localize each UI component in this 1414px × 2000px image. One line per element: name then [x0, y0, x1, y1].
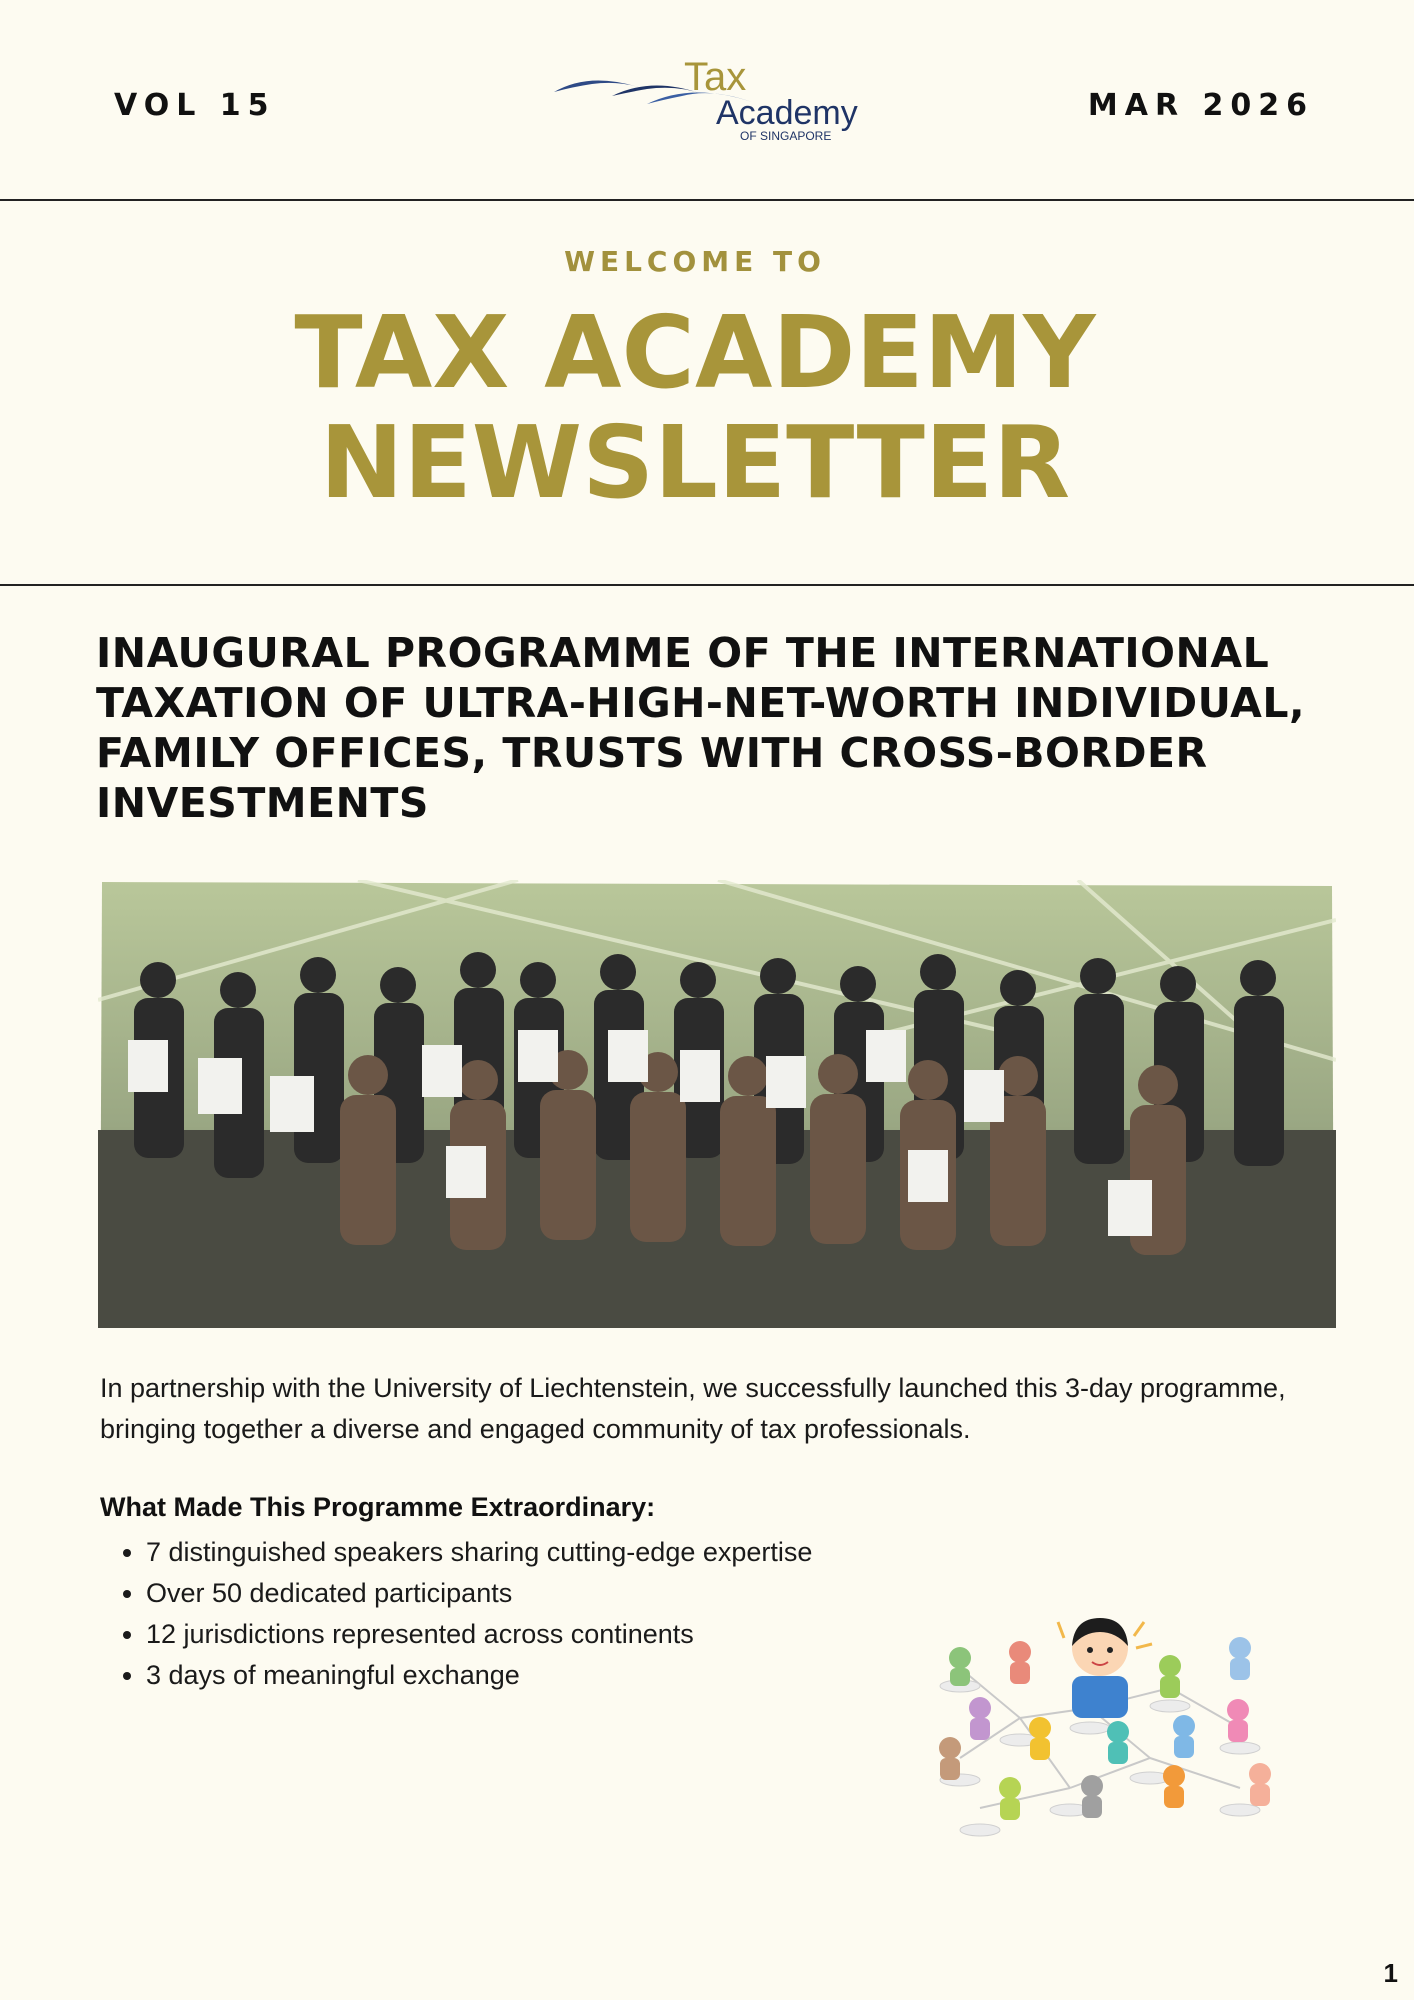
page-number: 1 — [1383, 1958, 1398, 1988]
article-headline: INAUGURAL PROGRAMME OF THE INTERNATIONAL TAXATION OF ULTRA-HIGH-NET-WORTH INDIVIDUAL, FAMILY OFFICES, TRUSTS WITH CROSS-BORDER INVESTMENTS — [96, 629, 1306, 827]
logo-text-singapore: OF SINGAPORE — [740, 129, 832, 143]
newsletter-title — [0, 294, 1390, 521]
masthead-divider — [0, 584, 1414, 586]
list-item: • 12 jurisdictions represented across continents — [146, 1614, 812, 1655]
issue-date: MAR 2026 — [1087, 88, 1314, 123]
welcome-label: WELCOME TO — [564, 245, 826, 278]
title-line-1: TAX ACADEMY — [294, 294, 1096, 411]
list-item: • 7 distinguished speakers sharing cutting-edge expertise — [146, 1532, 812, 1573]
network-people-illustration — [920, 1608, 1290, 1848]
logo-text-tax: Tax — [684, 55, 747, 99]
title-line-2: NEWSLETTER — [319, 404, 1071, 521]
list-item: • Over 50 dedicated participants — [146, 1573, 812, 1614]
volume-label: VOL 15 — [114, 88, 276, 123]
group-photo — [98, 880, 1336, 1328]
article-intro: In partnership with the University of Liechtenstein, we successfully launched this 3-day programme, bringing together a diverse and engaged community of tax professionals. — [100, 1373, 1286, 1444]
central-person — [1058, 1618, 1152, 1718]
highlights-heading: What Made This Programme Extraordinary: — [100, 1492, 656, 1522]
tax-academy-logo — [552, 52, 872, 146]
logo-text-academy: Academy — [716, 94, 858, 132]
highlights-list — [100, 1532, 812, 1696]
header-divider — [0, 199, 1414, 201]
list-item: • 3 days of meaningful exchange — [146, 1655, 812, 1696]
